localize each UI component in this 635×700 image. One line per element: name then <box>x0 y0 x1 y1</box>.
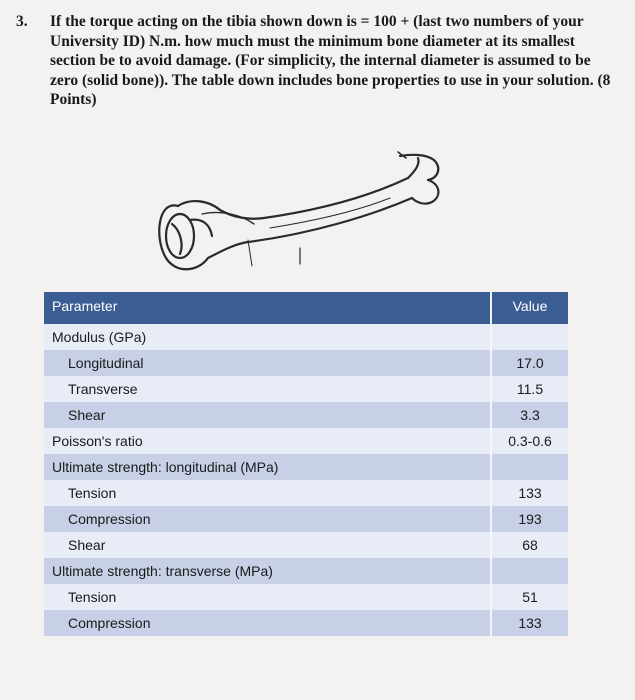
row-value: 133 <box>518 615 542 631</box>
row-parameter: Longitudinal <box>44 350 492 376</box>
table-row <box>44 610 568 636</box>
row-parameter: Compression <box>44 610 492 636</box>
question-block <box>16 12 622 110</box>
table-row <box>44 454 568 480</box>
table-row <box>44 532 568 558</box>
table-row <box>44 350 568 376</box>
table-row <box>44 506 568 532</box>
row-value: 193 <box>518 511 542 527</box>
row-parameter: Shear <box>44 402 492 428</box>
tibia-sketch <box>150 140 450 290</box>
header-value: Value <box>512 298 548 314</box>
row-parameter: Ultimate strength: transverse (MPa) <box>44 558 492 584</box>
table-row <box>44 480 568 506</box>
row-parameter: Tension <box>44 480 492 506</box>
table-row <box>44 376 568 402</box>
row-value: 133 <box>518 485 542 501</box>
row-parameter: Poisson's ratio <box>44 428 492 454</box>
table-header <box>44 292 568 324</box>
row-value: 11.5 <box>516 381 544 397</box>
row-parameter: Tension <box>44 584 492 610</box>
row-parameter: Ultimate strength: longitudinal (MPa) <box>44 454 492 480</box>
row-value: 68 <box>522 537 538 553</box>
row-value: 0.3-0.6 <box>508 433 552 449</box>
question-text: If the torque acting on the tibia shown down is = 100 + (last two numbers of your University ID) N.m. how much must the minimum bone diameter at its smallest section be to avoid damage. (For simplicity, the internal diameter is assumed to be zero (solid bone)). The table down includes bone properties to use in your solution. (8 Points) <box>50 13 611 108</box>
row-value: 51 <box>522 589 538 605</box>
row-parameter: Transverse <box>44 376 492 402</box>
table-row <box>44 428 568 454</box>
row-parameter: Shear <box>44 532 492 558</box>
table-row <box>44 402 568 428</box>
table-row <box>44 584 568 610</box>
row-value: 17.0 <box>516 355 544 371</box>
row-value: 3.3 <box>520 407 540 423</box>
table-row <box>44 324 568 350</box>
header-parameter: Parameter <box>44 292 492 324</box>
table-row <box>44 558 568 584</box>
row-parameter: Compression <box>44 506 492 532</box>
question-number: 3. <box>16 13 28 30</box>
row-parameter: Modulus (GPa) <box>44 324 492 350</box>
bone-properties-table <box>44 292 568 636</box>
